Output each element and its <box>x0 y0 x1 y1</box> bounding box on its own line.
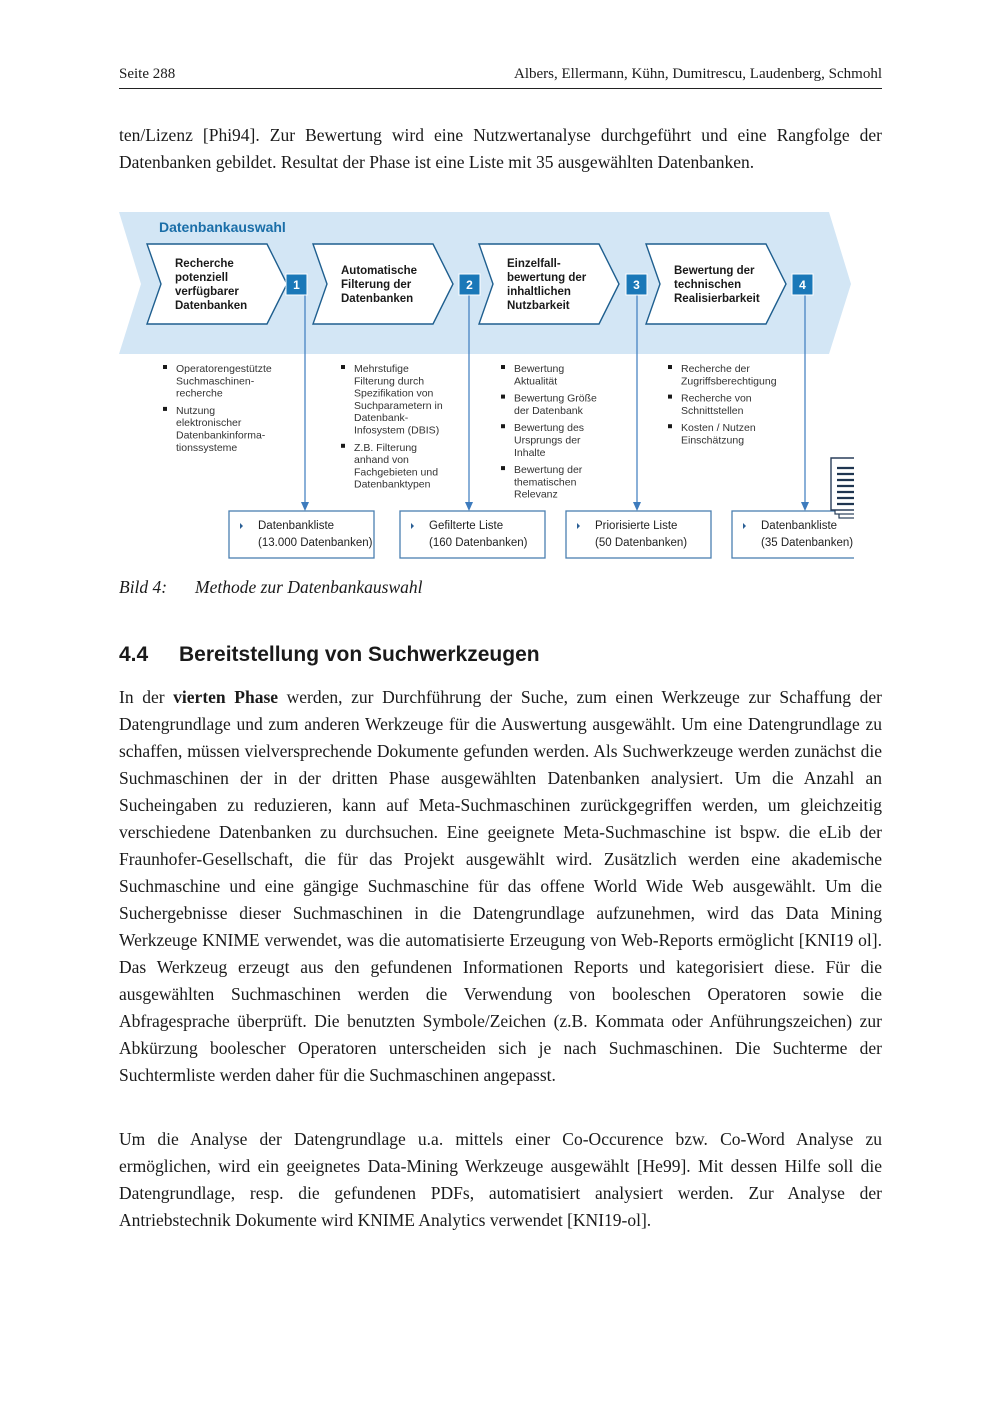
bullet-text-line: Mehrstufige <box>354 363 409 375</box>
step-label-line: Recherche <box>175 258 234 270</box>
step-number: 1 <box>293 278 300 292</box>
arrow-down-icon <box>465 502 473 511</box>
step-label-line: Automatische <box>341 265 418 277</box>
bullet-text-line: Bewertung Größe <box>514 392 597 405</box>
bullet-marker <box>341 444 345 448</box>
paragraph-1-rest: werden, zur Durchführung der Suche, zum einen Werkzeuge zur Schaffung der Datengrundlage und zum anderen Werkzeuge für die Auswertung ausgewählt. Um eine Datengrundlage zu schaffen, müssen vielversprechende Dokumente gefunden werden. Als Suchwerkzeuge werden zunächst die Suchmaschinen der in der dritten Phase ausgewählten Datenbanken analysiert. Um die Anzahl an Sucheingaben zu reduzieren, kann auf Meta-Suchmaschinen zurückgegriffen werden, um gleichzeitig verschiedene Datenbanken zu durchsuchen. Eine geeignete Meta-Suchmaschine ist bspw. die eLib der Fraunhofer-Gesellschaft, die für das Projekt ausgewählt wird. Zusätzlich werden eine akademische Suchmaschine und eine gängige Suchmaschine für das offene World Wide Web ausgewählt. Um die Suchergebnisse dieser Suchmaschinen in die Datengrundlage aufzunehmen, wird das Data Mining Werkzeuge KNIME verwendet, was die automatisierte Erzeugung von Web-Reports ermöglicht [KNI19 ol]. Das Werkzeug erzeugt aus den gefundenen Informationen Reports und kategorisiert diese. Für die ausgewählten Suchmaschinen werden die Verwendung von booleschen Operatoren sowie die Abfragesprache überprüft. Die benutzten Symbole/Zeichen (z.B. Kommata oder Anführungszeichen) zur Abkürzung boolescher Operatoren unterscheiden sich je nach Suchmaschinen. Die Suchterme der Suchtermliste werden daher für die Suchmaschinen angepasst. <box>119 687 882 1085</box>
bullet-text-line: Bewertung <box>514 363 565 375</box>
process-step-chevron <box>479 244 619 324</box>
step-label-line: Nutzbarkeit <box>507 300 570 312</box>
paragraph-1-emphasis: vierten Phase <box>173 687 279 707</box>
result-box <box>732 511 854 558</box>
step-label-line: Bewertung der <box>674 265 755 277</box>
step-label-line: Filterung der <box>341 279 412 291</box>
bullet-marker <box>501 365 505 369</box>
bullet-marker <box>501 424 505 428</box>
bullet-text-line: Datenbanktypen <box>354 478 431 491</box>
section-heading <box>119 643 540 667</box>
result-text-line: (160 Datenbanken) <box>429 537 528 549</box>
body-paragraph-2: Um die Analyse der Datengrundlage u.a. mittels einer Co-Occurence bzw. Co-Word Analyse zu ermöglichen, wird ein geeignetes Data-Mining Werkzeuge ausgewählt [He99]. Mit dessen Hilfe soll die Datengrundlage, resp. die gefundenen PDFs, automatisiert analysiert werden. Zur Analyse der Antriebstechnik Dokumente wird KNIME Analytics verwendet [KNI19-ol]. <box>119 1129 882 1230</box>
result-text-line: (13.000 Datenbanken) <box>258 537 373 549</box>
bullet-text-line: tionssysteme <box>176 441 238 454</box>
result-text-line: (50 Datenbanken) <box>595 537 688 549</box>
bullet-text-line: Fachgebieten und <box>354 466 439 479</box>
bullet-text-line: Bewertung des <box>514 422 585 435</box>
bullet-text-line: thematischen <box>514 476 577 489</box>
bullet-text-line: Spezifikation von <box>354 387 434 400</box>
bullet-text-line: der Datenbank <box>514 404 583 417</box>
result-text-line: (35 Datenbanken) <box>761 537 854 549</box>
bullet-text-line: Zugriffsberechtigung <box>681 375 777 388</box>
result-box <box>229 511 374 558</box>
bullet-marker <box>501 466 505 470</box>
result-text-line: Gefilterte Liste <box>429 520 504 532</box>
result-text-line: Priorisierte Liste <box>595 520 678 532</box>
bullet-text-line: Recherche von <box>681 392 752 405</box>
bullet-marker <box>163 365 167 369</box>
section-number: 4.4 <box>119 643 149 666</box>
bullet-text-line: Ursprungs der <box>514 434 581 447</box>
step-label-line: Datenbanken <box>341 293 414 305</box>
bullet-text-line: Kosten / Nutzen <box>681 422 756 435</box>
arrow-down-icon <box>301 502 309 511</box>
step-label-line: Realisierbarkeit <box>674 293 760 305</box>
bullet-text-line: elektronischer <box>176 417 242 430</box>
bullet-text-line: Einschätzung <box>681 434 745 447</box>
bullet-text-line: recherche <box>176 387 223 400</box>
document-checklist-icon <box>831 458 854 518</box>
intro-paragraph: ten/Lizenz [Phi94]. Zur Bewertung wird eine Nutzwertanalyse durchgeführt und eine Rangfolge der Datenbanken gebildet. Resultat der Phase ist eine Liste mit 35 ausgewählten Datenbanken. <box>119 125 882 172</box>
figure-caption <box>119 577 422 598</box>
step-number: 3 <box>633 278 640 292</box>
bullet-text-line: Infosystem (DBIS) <box>354 424 440 437</box>
body-paragraph-1 <box>119 684 882 1089</box>
bullet-text-line: Recherche der <box>681 363 750 375</box>
bullet-marker <box>163 407 167 411</box>
bullet-text-line: Suchparametern in <box>354 399 443 412</box>
page-header <box>119 66 882 89</box>
paragraph-1-start: In der <box>119 687 174 707</box>
bullet-marker <box>501 395 505 399</box>
step-label-line: Einzelfall- <box>507 258 561 270</box>
bullet-text-line: Bewertung der <box>514 464 583 477</box>
step-label-line: Datenbanken <box>175 300 248 312</box>
bullet-text-line: Aktualität <box>514 375 558 388</box>
bullet-text-line: Nutzung <box>176 404 216 417</box>
arrow-down-icon <box>801 502 809 511</box>
bullet-text-line: Schnittstellen <box>681 404 744 417</box>
caption-text: Methode zur Datenbankauswahl <box>195 577 423 597</box>
bullet-text-line: Datenbankinforma- <box>176 429 266 442</box>
bullet-text-line: Z.B. Filterung <box>354 441 418 454</box>
step-label-line: verfügbarer <box>175 286 239 298</box>
bullet-text-line: Inhalte <box>514 446 546 459</box>
result-text-line: Datenbankliste <box>258 520 335 532</box>
result-box <box>566 511 711 558</box>
section-title: Bereitstellung von Suchwerkzeugen <box>179 643 540 666</box>
bullet-text-line: Filterung durch <box>354 375 425 388</box>
step-number: 4 <box>799 278 806 292</box>
bullet-marker <box>341 365 345 369</box>
bullet-text-line: anhand von <box>354 454 409 467</box>
bullet-marker <box>668 424 672 428</box>
page-number: Seite 288 <box>119 66 176 82</box>
bullet-marker <box>668 365 672 369</box>
step-label-line: inhaltlichen <box>507 286 571 298</box>
step-label-line: potenziell <box>175 272 229 284</box>
bullet-text-line: Datenbank- <box>354 412 409 425</box>
method-diagram <box>119 212 854 564</box>
bullet-text-line: Relevanz <box>514 488 558 501</box>
figure-title: Datenbankauswahl <box>159 219 286 235</box>
process-step-chevron <box>147 244 287 324</box>
caption-number: Bild 4: <box>119 577 168 597</box>
arrow-down-icon <box>633 502 641 511</box>
running-head-authors: Albers, Ellermann, Kühn, Dumitrescu, Laudenberg, Schmohl <box>514 66 882 82</box>
result-box <box>400 511 545 558</box>
result-text-line: Datenbankliste <box>761 520 838 532</box>
step-label-line: technischen <box>674 279 742 291</box>
bullet-text-line: Suchmaschinen- <box>176 375 255 388</box>
bullet-text-line: Operatorengestützte <box>176 363 272 375</box>
step-label-line: bewertung der <box>507 272 587 284</box>
bullet-marker <box>668 395 672 399</box>
step-number: 2 <box>466 278 473 292</box>
